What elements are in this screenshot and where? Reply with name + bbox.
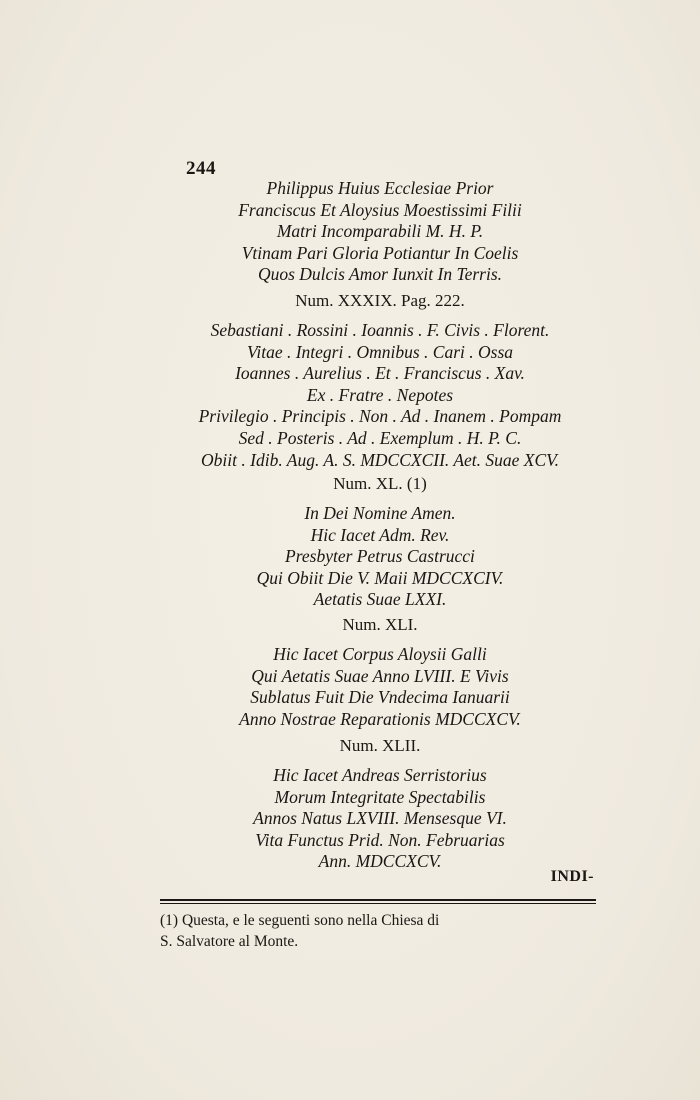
section-heading: Num. XLI. [342,615,418,634]
inscription-continuation [160,178,600,286]
footnote-rule [160,899,596,901]
section-heading: Num. XXXIX. Pag. 222. [295,291,465,310]
inscription-line: Morum Integritate Spectabilis [274,786,486,807]
inscription-line: Aetatis Suae LXXI. [313,589,447,610]
catchword: INDI- [550,868,594,885]
inscription-line: Ann. MDCCXCV. [318,851,442,872]
inscription-line: Ioannes . Aurelius . Et . Franciscus . Xav. [235,363,525,384]
inscription-line: Matri Incomparabili M. H. P. [276,221,484,242]
inscription-line: Presbyter Petrus Castrucci [285,546,475,567]
inscription-line: Anno Nostrae Reparationis MDCCXCV. [239,708,521,729]
inscription-num-xxxix [160,290,600,471]
inscription-line: In Dei Nomine Amen. [304,503,456,523]
inscription-line: Sebastiani . Rossini . Ioannis . F. Civis . Florent. [210,320,550,340]
inscription-line: Vitae . Integri . Omnibus . Cari . Ossa [246,341,514,362]
inscription-line: Philippus Huius Ecclesiae Prior [266,178,494,198]
inscription-line: Privilegio . Principis . Non . Ad . Inanem . Pompam [198,406,562,427]
inscription-num-xlii [160,735,600,873]
inscription-line: Quos Dulcis Amor Iunxit In Terris. [257,264,503,285]
inscription-line: Hic Iacet Corpus Aloysii Galli [273,644,487,664]
inscription-line: Hic Iacet Andreas Serristorius [273,765,487,785]
page-number: 244 [186,158,216,179]
inscription-line: Annos Natus LXVIII. Mensesque VI. [253,808,507,829]
inscription-line: Qui Obiit Die V. Maii MDCCXCIV. [256,567,504,588]
inscription-line: Sublatus Fuit Die Vndecima Ianuarii [250,687,510,708]
inscription-line: Ex . Fratre . Nepotes [306,384,454,405]
inscription-line: Vtinam Pari Gloria Potiantur In Coelis [241,242,519,263]
footnote-rule-thin [160,903,596,904]
inscription-line: Obiit . Idib. Aug. A. S. MDCCXCII. Aet. Suae XCV. [201,449,559,470]
section-heading: Num. XLII. [339,736,421,755]
inscription-num-xli [160,614,600,730]
footnote [160,910,600,952]
inscription-line: Hic Iacet Adm. Rev. [310,524,450,545]
inscription-line: Vita Functus Prid. Non. Februarias [255,829,505,850]
inscription-line: Franciscus Et Aloysius Moestissimi Filii [238,199,522,220]
section-heading: Num. XL. (1) [333,474,427,493]
inscription-num-xl [160,473,600,611]
inscription-line: Qui Aetatis Suae Anno LVIII. E Vivis [251,665,509,686]
inscription-line: Sed . Posteris . Ad . Exemplum . H. P. C. [238,427,522,448]
footnote-line: (1) Questa, e le seguenti sono nella Chiesa di [160,912,440,929]
footnote-line: S. Salvatore al Monte. [160,933,299,950]
